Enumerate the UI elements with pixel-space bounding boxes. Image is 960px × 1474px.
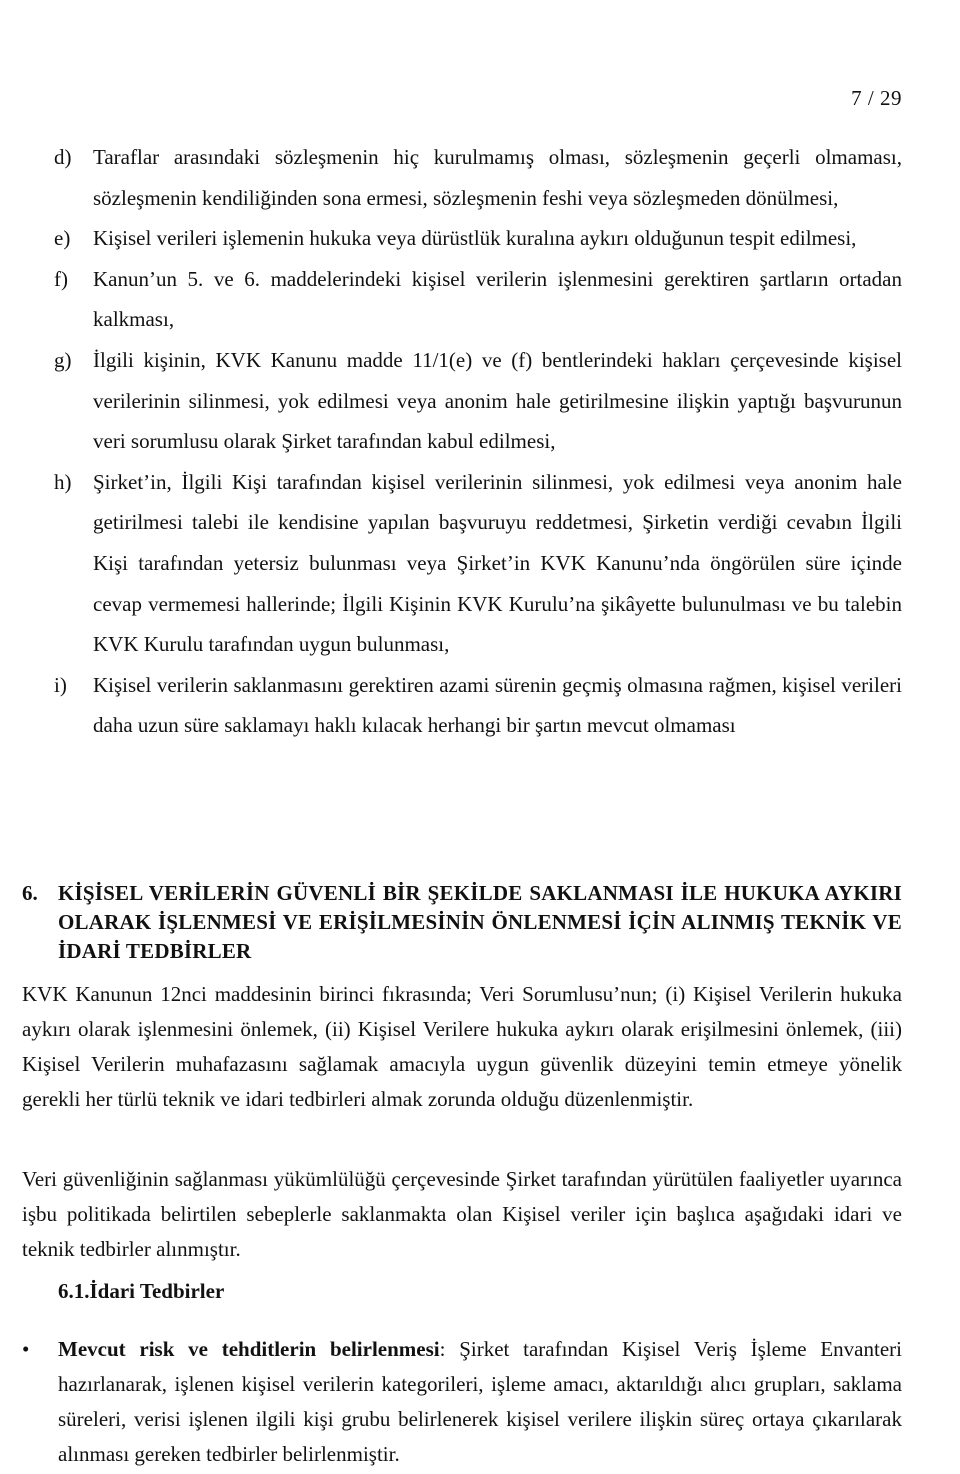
bullet-icon: • [22, 1337, 30, 1361]
list-item-g [54, 340, 902, 462]
section-title: KİŞİSEL VERİLERİN GÜVENLİ BİR ŞEKİLDE SAKLANMASI İLE HUKUKA AYKIRI OLARAK İŞLENMESİ VE ERİŞİLMESİNİN ÖNLENMESİ İÇİN ALINMIŞ TEKNİK VE İDARİ TEDBİRLER [58, 881, 902, 963]
list-item-text: Kişisel verilerin saklanmasını gerektiren azami sürenin geçmiş olmasına rağmen, kişisel verileri daha uzun süre saklamayı haklı kılacak herhangi bir şartın mevcut olmaması [93, 672, 902, 738]
body-paragraph: Veri güvenliğinin sağlanması yükümlülüğü çerçevesinde Şirket tarafından yürütülen faaliyetler uyarınca işbu politikada belirtilen sebeplerle saklanmakta olan Kişisel veriler için başlıca aşağıdaki idari ve teknik tedbirler alınmıştır. [22, 1167, 902, 1261]
page-number: 7 / 29 [851, 86, 902, 110]
list-item-text: Kişisel verileri işlemenin hukuka veya dürüstlük kuralına aykırı olduğunun tespit edilmesi, [93, 226, 857, 251]
section-heading [22, 879, 902, 966]
list-item-f [54, 259, 902, 340]
list-item-text: Taraflar arasındaki sözleşmenin hiç kurulmamış olması, sözleşmenin geçerli olmaması, sözleşmenin kendiliğinden sona ermesi, sözleşmenin feshi veya sözleşmeden dönülmesi, [93, 145, 902, 210]
list-item-d [54, 137, 902, 218]
list-item-text: Kanun’un 5. ve 6. maddelerindeki kişisel verilerin işlenmesini gerektiren şartların ortadan kalkması, [93, 266, 902, 332]
bullet-item [22, 1332, 902, 1472]
list-item-h [54, 462, 902, 665]
list-item-text: İlgili kişinin, KVK Kanunu madde 11/1(e) ve (f) bentlerindeki hakları çerçevesinde kişisel verilerinin silinmesi, yok edilmesi veya anonim hale getirilmesine ilişkin yaptığı başvurunun veri sorumlusu olarak Şirket tarafından kabul edilmesi, [93, 347, 902, 454]
bullet-content [22, 1332, 902, 1472]
list-marker: i) [54, 672, 67, 697]
body-paragraph: KVK Kanunun 12nci maddesinin birinci fıkrasında; Veri Sorumlusu’nun; (i) Kişisel Verilerin hukuka aykırı olarak işlenmesini önlemek, (ii) Kişisel Verilere hukuka aykırı olarak erişilmesini önlemek, (iii) Kişisel Verilerin muhafazasını sağlamak amacıyla uygun güvenlik düzeyini temin etmeye yönelik gerekli her türlü teknik ve idari tedbirleri almak zorunda olduğu düzenlenmiştir. [22, 982, 902, 1111]
bullet-lead: Mevcut risk ve tehditlerin belirlenmesi [58, 1337, 440, 1361]
list-marker: d) [54, 145, 72, 169]
list-marker: g) [54, 347, 72, 372]
list-item-e [54, 218, 902, 259]
bullet-text: : Şirket tarafından Kişisel Veriş İşleme Envanteri hazırlanarak, işlenen kişisel verilerin kategorileri, işleme amacı, aktarıldığı alıcı grupları, saklama süreleri, verisi işlenen ilgili kişi grubu belirlenerek kişisel verilere ilişkin süreç ortaya çıkarılarak alınması gereken tedbirler belirlenmiştir. [58, 1337, 902, 1466]
deletion-conditions-list [54, 137, 902, 746]
list-marker: e) [54, 226, 71, 251]
section-number: 6. [22, 881, 38, 905]
subsection-heading: 6.1.İdari Tedbirler [58, 1279, 225, 1303]
list-item-i [54, 665, 902, 746]
list-marker: f) [54, 266, 68, 291]
list-marker: h) [54, 469, 72, 494]
list-item-text: Şirket’in, İlgili Kişi tarafından kişisel verilerinin silinmesi, yok edilmesi veya anonim hale getirilmesi talebi ile kendisine yapılan başvuruyu reddetmesi, Şirketin verdiği cevabın İlgili Kişi tarafından yetersiz bulunması veya Şirket’in KVK Kanunu’nda öngörülen süre içinde cevap vermemesi hallerinde; İlgili Kişinin KVK Kurulu’na şikâyette bulunulması ve bu talebin KVK Kurulu tarafından uygun bulunması, [93, 469, 902, 657]
